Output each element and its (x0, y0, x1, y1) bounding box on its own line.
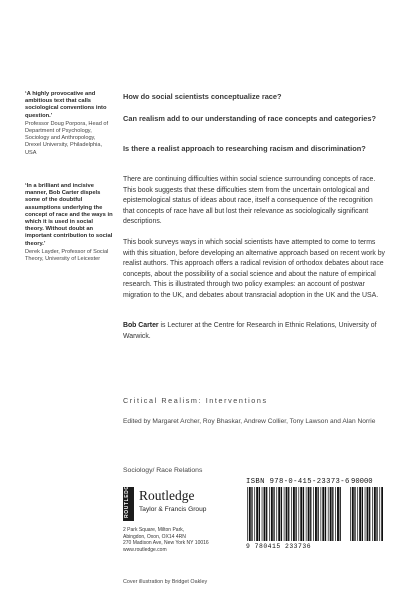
question-3: Is there a realist approach to researching racism and discrimination? (123, 144, 366, 153)
series-editors: Edited by Margaret Archer, Roy Bhaskar, Andrew Collier, Tony Lawson and Alan Norrie (123, 418, 376, 425)
endorsement-attribution: Professor Doug Porpora, Head of Department of Psychology, Sociology and Anthropology, Drexel University, Philadelphia, USA (25, 120, 109, 156)
price-barcode-icon (349, 487, 383, 541)
address-line: 2 Park Square, Milton Park, (123, 527, 185, 533)
description-paragraph-2: This book surveys ways in which social scientists have attempted to come to terms with this situation, before developing an alternative approach based on recent work by realist authors. This approach offers a radical revision of orthodox debates about race concepts, about the possibility of a social science and about the nature of empirical research. This is illustrated through two policy examples: an account of postwar migration to the UK, and debates about transracial adoption in the UK and the USA. (123, 239, 386, 299)
address-line: Abingdon, Oxon, OX14 4RN (123, 533, 186, 540)
routledge-mark-icon (123, 481, 134, 521)
endorsement-2 (25, 183, 113, 263)
endorsement-attribution: Derek Layder, Professor of Social Theory, University of Leicester (25, 248, 109, 263)
author-name: Bob Carter (123, 322, 159, 329)
series-title: Critical Realism: Interventions (123, 396, 268, 405)
author-bio-text: is Lecturer at the Centre for Research in Ethnic Relations, University of Warwick. (123, 322, 377, 340)
isbn-label: ISBN 978-0-415-23373-6 (246, 478, 350, 486)
isbn-barcode-icon (246, 487, 342, 541)
routledge-mark-text: ROUTLEDGE (124, 481, 130, 518)
cover-credit: Cover illustration by Bridget Oakley (123, 579, 208, 585)
author-bio (123, 321, 385, 342)
endorsement-1 (25, 91, 113, 157)
question-2: Can realism add to our understanding of race concepts and categories? (123, 114, 376, 123)
address-line: 270 Madison Ave, New York NY 10016 (123, 540, 209, 547)
publisher-group: Taylor & Francis Group (139, 506, 207, 513)
barcode-digits: 9 780415 233736 (246, 543, 312, 550)
publisher-name: Routledge (139, 488, 195, 503)
address-line: www.routledge.com (123, 546, 167, 553)
price-code-label: 90000 (351, 478, 373, 486)
subject-category: Sociology/ Race Relations (123, 467, 203, 474)
endorsement-quote: ‘In a brilliant and incisive manner, Bob Carter dispels some of the doubtful assumptions underlying the concept of race and the ways in which it is used in social theory. Without doubt an important contribution to social theory.’ (25, 183, 113, 247)
question-1: How do social scientists conceptualize race? (123, 92, 282, 101)
publisher-address (123, 527, 263, 553)
publisher-logo (123, 481, 233, 521)
endorsement-quote: ‘A highly provocative and ambitious text that calls sociological conventions into question.’ (25, 91, 107, 119)
description-paragraph-1: There are continuing difficulties within social science surrounding concepts of race. This book suggests that these difficulties stem from the uncertain ontological and epistemological status of ideas about race, itself a consequence of the recognition that concepts of race have all but lost their relevance as sociologically significant descriptions. (123, 176, 376, 225)
